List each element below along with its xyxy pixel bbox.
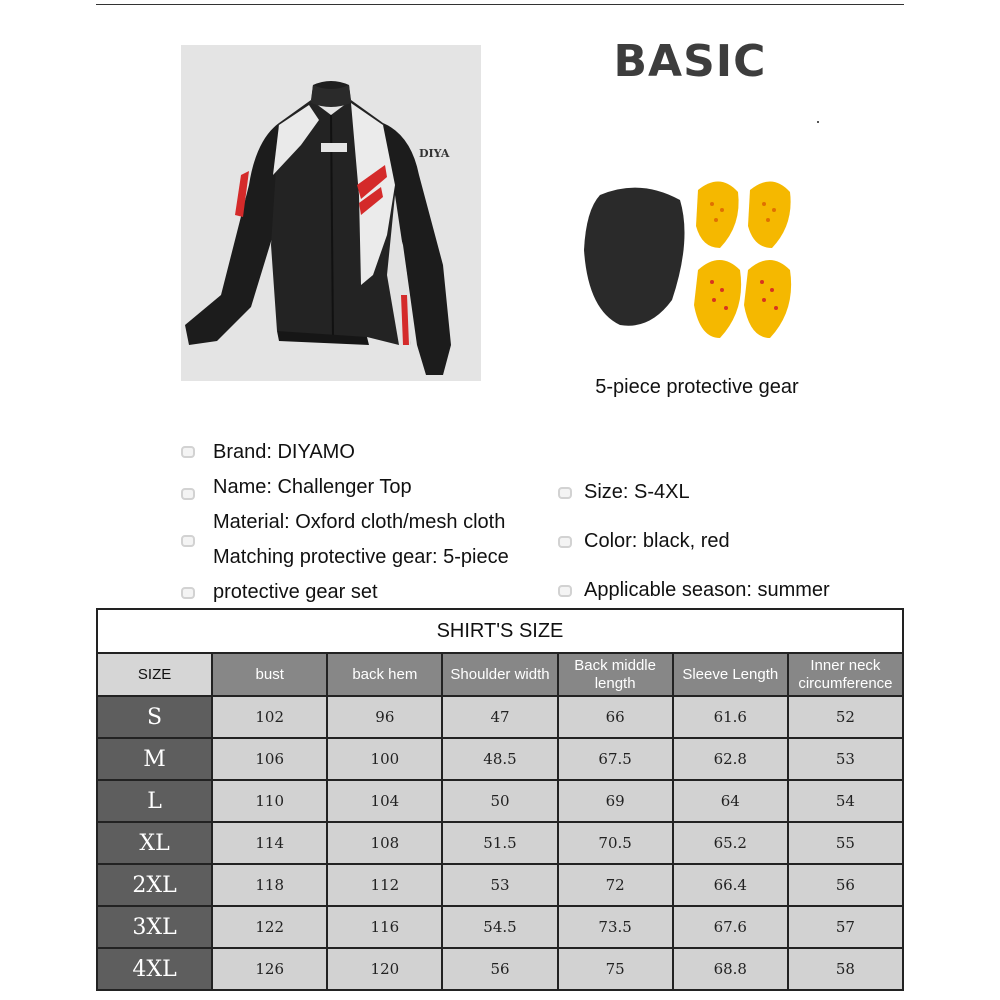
table-cell: 69: [558, 780, 673, 822]
table-cell: 66: [558, 696, 673, 738]
table-cell: 100: [327, 738, 442, 780]
column-header: SIZE: [97, 653, 212, 696]
table-cell: 54.5: [442, 906, 557, 948]
decorative-dot: [817, 121, 819, 123]
table-cell: 108: [327, 822, 442, 864]
table-row: [97, 738, 903, 780]
table-cell: 67.6: [673, 906, 788, 948]
size-cell: 2XL: [97, 864, 212, 906]
size-cell: L: [97, 780, 212, 822]
size-cell: 4XL: [97, 948, 212, 990]
table-cell: 50: [442, 780, 557, 822]
size-cell: M: [97, 738, 212, 780]
spec-gear-continued: protective gear set: [213, 581, 378, 603]
size-cell: S: [97, 696, 212, 738]
bullet-icon: [181, 587, 195, 599]
spec-season: Applicable season: summer: [584, 579, 830, 601]
table-cell: 114: [212, 822, 327, 864]
table-cell: 54: [788, 780, 903, 822]
spec-size: Size: S-4XL: [584, 481, 690, 503]
table-caption-row: [97, 609, 903, 653]
table-row: [97, 906, 903, 948]
column-header: Inner neck circumference: [788, 653, 903, 696]
table-cell: 68.8: [673, 948, 788, 990]
table-cell: 57: [788, 906, 903, 948]
size-cell: XL: [97, 822, 212, 864]
jacket-photo: [181, 45, 481, 381]
table-row: [97, 822, 903, 864]
table-cell: 47: [442, 696, 557, 738]
table-row: [97, 696, 903, 738]
page-title: BASIC: [613, 36, 767, 87]
table-cell: 48.5: [442, 738, 557, 780]
table-cell: 120: [327, 948, 442, 990]
jacket-illustration: [181, 45, 481, 381]
table-cell: 65.2: [673, 822, 788, 864]
top-divider: [96, 4, 904, 5]
column-header: Sleeve Length: [673, 653, 788, 696]
table-cell: 64: [673, 780, 788, 822]
size-table: [96, 608, 904, 991]
column-header: back hem: [327, 653, 442, 696]
table-cell: 67.5: [558, 738, 673, 780]
svg-text:DIYA: DIYA: [419, 147, 450, 160]
table-cell: 51.5: [442, 822, 557, 864]
bullet-icon: [181, 488, 195, 500]
table-cell: 116: [327, 906, 442, 948]
table-cell: 112: [327, 864, 442, 906]
bullet-icon: [558, 536, 572, 548]
protective-gear-photo: [580, 170, 820, 360]
table-cell: 110: [212, 780, 327, 822]
column-header: bust: [212, 653, 327, 696]
table-cell: 104: [327, 780, 442, 822]
bullet-icon: [181, 535, 195, 547]
table-cell: 106: [212, 738, 327, 780]
spec-material: Material: Oxford cloth/mesh cloth: [213, 511, 506, 533]
size-cell: 3XL: [97, 906, 212, 948]
table-cell: 56: [788, 864, 903, 906]
spec-gear: Matching protective gear: 5-piece: [213, 546, 509, 568]
bullet-icon: [558, 585, 572, 597]
table-cell: 118: [212, 864, 327, 906]
spec-brand: Brand: DIYAMO: [213, 441, 355, 463]
table-cell: 52: [788, 696, 903, 738]
table-cell: 126: [212, 948, 327, 990]
table-row: [97, 780, 903, 822]
bullet-icon: [558, 487, 572, 499]
spec-name: Name: Challenger Top: [213, 476, 412, 498]
table-cell: 96: [327, 696, 442, 738]
table-cell: 53: [788, 738, 903, 780]
table-cell: 61.6: [673, 696, 788, 738]
bullet-icon: [181, 446, 195, 458]
table-caption: SHIRT'S SIZE: [97, 609, 903, 653]
table-header-row: [97, 653, 903, 696]
table-row: [97, 864, 903, 906]
table-cell: 53: [442, 864, 557, 906]
table-cell: 73.5: [558, 906, 673, 948]
table-cell: 55: [788, 822, 903, 864]
table-row: [97, 948, 903, 990]
column-header: Shoulder width: [442, 653, 557, 696]
table-cell: 66.4: [673, 864, 788, 906]
spec-color: Color: black, red: [584, 530, 730, 552]
table-cell: 58: [788, 948, 903, 990]
table-cell: 56: [442, 948, 557, 990]
table-cell: 102: [212, 696, 327, 738]
protective-gear-illustration: [580, 170, 820, 360]
table-cell: 72: [558, 864, 673, 906]
table-cell: 122: [212, 906, 327, 948]
gear-caption: 5-piece protective gear: [595, 376, 799, 398]
table-cell: 75: [558, 948, 673, 990]
table-cell: 62.8: [673, 738, 788, 780]
column-header: Back middle length: [558, 653, 673, 696]
table-cell: 70.5: [558, 822, 673, 864]
